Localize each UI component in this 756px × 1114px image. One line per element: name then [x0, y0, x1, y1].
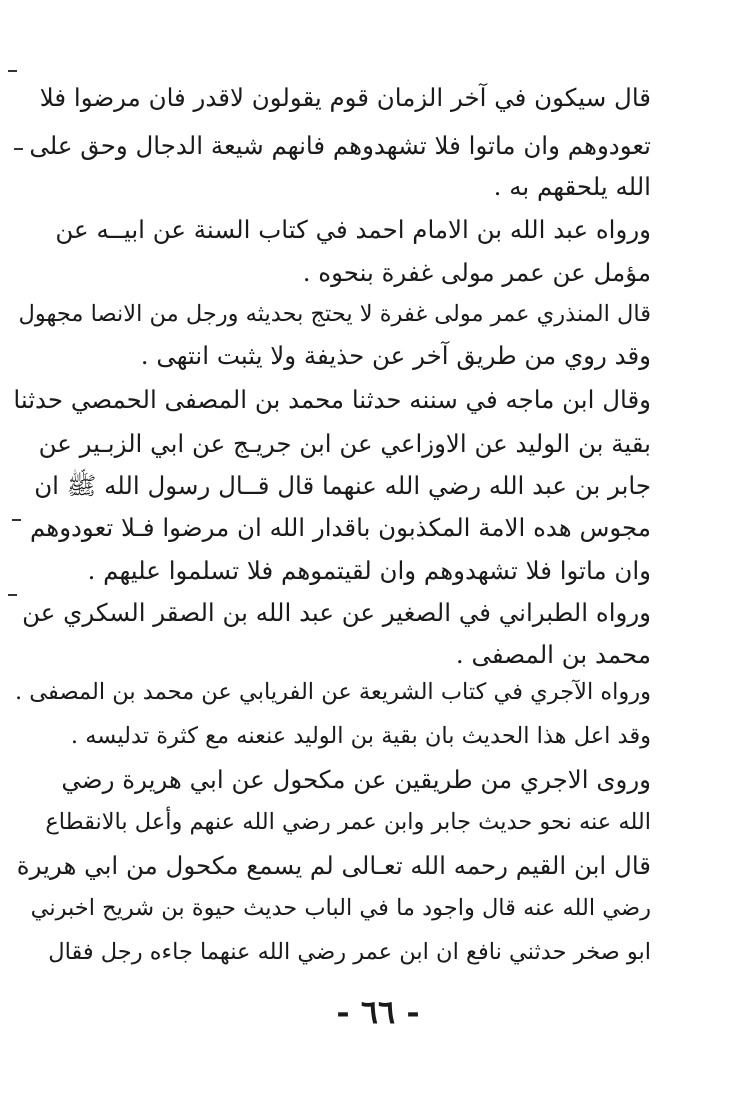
text-line: تعودوهم وان ماتوا فلا تشهدوهم فانهم شيعة الدجال وحق على: [29, 131, 651, 160]
text-line: وان ماتوا فلا تشهدوهم وان لقيتموهم فلا تسلموا عليهم .: [87, 556, 651, 585]
text-line: وقد اعل هذا الحديث بان بقية بن الوليد عنعنه مع كثرة تدليسه .: [70, 723, 651, 749]
text-line: الله يلحقهم به .: [493, 172, 651, 201]
text-line: الله عنه نحو حديث جابر وابن عمر رضي الله عنهم وأعل بالانقطاع: [45, 809, 651, 835]
page-number: - ٦٦ -: [336, 993, 420, 1031]
text-line: مجوس هده الامة المكذبون باقدار الله ان مرضوا فـلا تعودوهم: [29, 513, 651, 542]
margin-mark: [8, 70, 17, 72]
margin-mark: [12, 519, 21, 521]
text-line: قال سيكون في آخر الزمان قوم يقولون لاقدر فان مرضوا فلا: [39, 83, 651, 112]
text-line: وقد روي من طريق آخر عن حذيفة ولا يثبت انتهى .: [140, 341, 651, 370]
text-line: رضي الله عنه قال واجود ما في الباب حديث حيوة بن شريح اخبرني: [30, 895, 651, 921]
text-line: قال المنذري عمر مولى غفرة لا يحتج بحديثه ورجل من الانصا مجهول: [18, 301, 651, 327]
margin-mark: [8, 594, 17, 596]
text-line: ورواه الآجري في كتاب الشريعة عن الفريابي عن محمد بن المصفى .: [15, 679, 651, 705]
text-line: ابو صخر حدثني نافع ان ابن عمر رضي الله عنهما جاءه رجل فقال: [48, 939, 651, 965]
text-line: جابر بن عبد الله رضي الله عنهما قال قــال رسول الله ﷺ ان: [34, 471, 651, 500]
text-line: بقية بن الوليد عن الاوزاعي عن ابن جريـج عن ابي الزبـير عن: [38, 429, 651, 458]
text-line: قال ابن القيم رحمه الله تعـالى لم يسمع مكحول من ابي هريرة: [16, 851, 651, 880]
text-line: مؤمل عن عمر مولى غفرة بنحوه .: [302, 258, 651, 287]
text-line: ورواه عبد الله بن الامام احمد في كتاب السنة عن ابيــه عن: [55, 215, 651, 244]
text-line: وقال ابن ماجه في سننه حدثنا محمد بن المصفى الحمصي حدثنا: [13, 385, 651, 414]
margin-mark: [14, 148, 23, 150]
text-line: وروى الاجري من طريقين عن مكحول عن ابي هريرة رضي: [61, 765, 651, 794]
text-line: ورواه الطبراني في الصغير عن عبد الله بن الصقر السكري عن: [22, 598, 651, 627]
text-line: محمد بن المصفى .: [455, 640, 651, 669]
